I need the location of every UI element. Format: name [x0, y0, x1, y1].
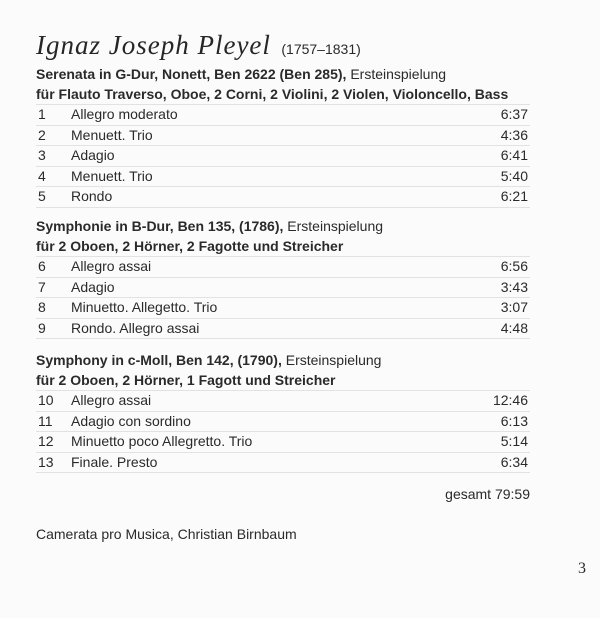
track-title: Menuett. Trio	[71, 167, 153, 184]
work-instrumentation: für 2 Oboen, 2 Hörner, 1 Fagott und Streicher	[36, 372, 336, 388]
track-title: Finale. Presto	[71, 453, 158, 470]
track-row	[36, 256, 530, 277]
track-duration: 6:13	[500, 412, 528, 429]
track-duration: 6:41	[500, 147, 528, 163]
total-duration: gesamt 79:59	[445, 486, 530, 502]
work-title	[36, 350, 530, 370]
page-number: 3	[578, 560, 586, 577]
track-row	[36, 186, 530, 208]
track-row	[36, 297, 530, 318]
composer-heading	[36, 30, 361, 61]
track-duration: 6:34	[500, 453, 528, 470]
track-duration: 5:40	[500, 167, 528, 184]
track-title: Minuetto. Allegetto. Trio	[71, 299, 218, 315]
track-number: 11	[38, 412, 53, 429]
composer-dates: (1757–1831)	[281, 41, 361, 57]
track-duration: 12:46	[492, 392, 528, 408]
track-number: 7	[38, 278, 46, 295]
work-title-bold: Symphonie in B-Dur, Ben 135, (1786),	[36, 218, 284, 234]
track-list	[36, 104, 530, 208]
track-duration: 4:36	[500, 126, 528, 143]
track-title: Minuetto poco Allegretto. Trio	[71, 433, 253, 449]
work-symphonie-b-dur	[36, 216, 530, 339]
work-title	[36, 216, 530, 236]
work-title-note: Ersteinspielung	[287, 218, 384, 234]
work-instrumentation: für 2 Oboen, 2 Hörner, 2 Fagotte und Streicher	[36, 238, 344, 254]
track-number: 8	[38, 299, 46, 315]
work-instrumentation: für Flauto Traverso, Oboe, 2 Corni, 2 Violini, 2 Violen, Violoncello, Bass	[36, 86, 509, 102]
track-row	[36, 166, 530, 187]
track-number: 9	[38, 319, 46, 336]
track-list	[36, 256, 530, 339]
track-number: 1	[38, 106, 46, 122]
track-number: 10	[38, 392, 54, 408]
track-title: Allegro assai	[71, 392, 152, 408]
work-title-note: Ersteinspielung	[285, 352, 382, 368]
track-number: 2	[38, 126, 46, 143]
track-title: Adagio	[71, 147, 115, 163]
work-symphony-c-moll	[36, 350, 530, 473]
track-row	[36, 318, 530, 340]
track-number: 5	[38, 188, 46, 204]
composer-name: Ignaz Joseph Pleyel	[36, 30, 271, 60]
track-title: Adagio	[71, 278, 115, 295]
track-number: 4	[38, 167, 46, 184]
track-number: 6	[38, 258, 46, 274]
track-title: Adagio con sordino	[71, 412, 191, 429]
track-row	[36, 411, 530, 432]
track-duration: 6:56	[500, 258, 528, 274]
track-title: Menuett. Trio	[71, 126, 153, 143]
track-row	[36, 104, 530, 125]
track-row	[36, 452, 530, 474]
track-duration: 3:07	[500, 299, 528, 315]
track-title: Allegro assai	[71, 258, 152, 274]
track-duration: 3:43	[500, 278, 528, 295]
track-title: Rondo	[71, 188, 113, 204]
track-row	[36, 125, 530, 146]
track-row	[36, 277, 530, 298]
track-duration: 5:14	[500, 433, 528, 449]
performers: Camerata pro Musica, Christian Birnbaum	[36, 526, 297, 542]
work-title	[36, 64, 530, 84]
track-number: 13	[38, 453, 54, 470]
track-row	[36, 390, 530, 411]
track-row	[36, 431, 530, 452]
work-title-bold: Symphony in c-Moll, Ben 142, (1790),	[36, 352, 282, 368]
track-row	[36, 145, 530, 166]
track-duration: 4:48	[500, 319, 528, 336]
track-title: Rondo. Allegro assai	[71, 319, 200, 336]
work-title-bold: Serenata in G-Dur, Nonett, Ben 2622 (Ben 285),	[36, 66, 347, 82]
track-duration: 6:21	[500, 188, 528, 204]
work-serenata	[36, 64, 530, 208]
track-list	[36, 390, 530, 473]
track-number: 12	[38, 433, 54, 449]
work-title-note: Ersteinspielung	[350, 66, 447, 82]
track-number: 3	[38, 147, 46, 163]
track-title: Allegro moderato	[71, 106, 178, 122]
track-duration: 6:37	[500, 106, 528, 122]
